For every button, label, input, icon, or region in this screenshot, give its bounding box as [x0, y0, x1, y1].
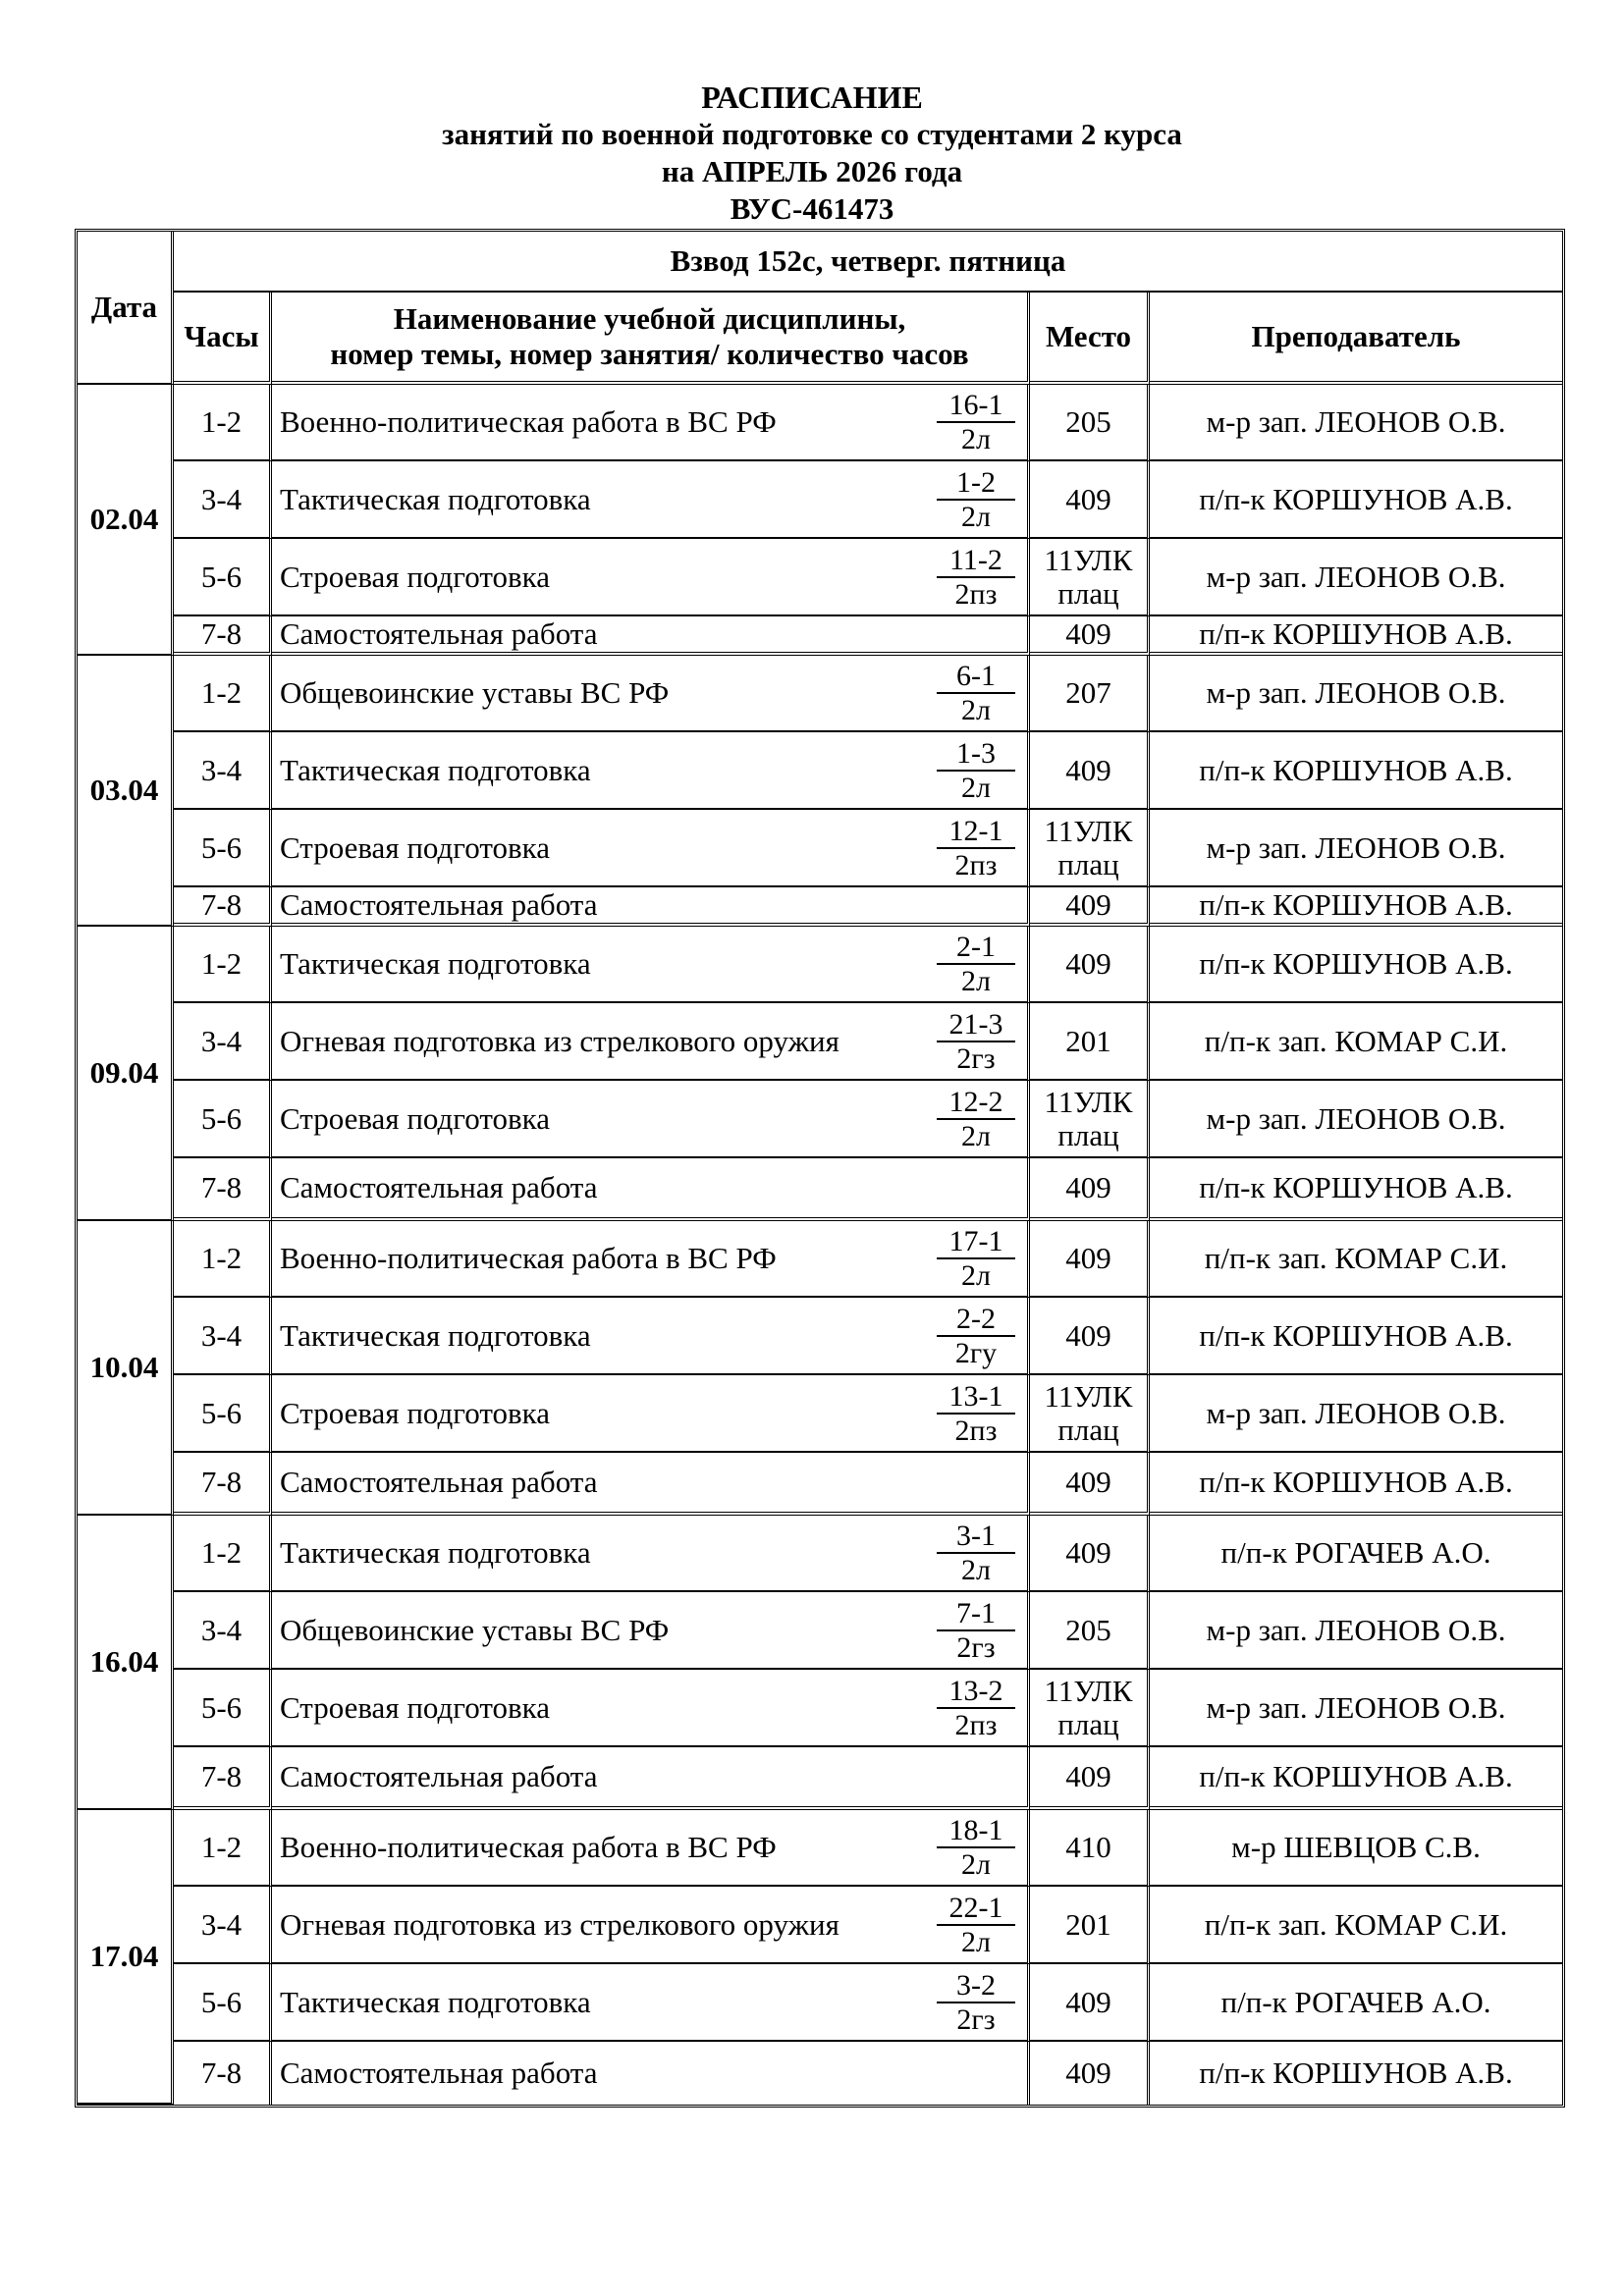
schedule-row	[78, 1375, 1562, 1453]
place-line: 11УЛК	[1044, 1084, 1133, 1119]
column-header-place: Место	[1030, 293, 1150, 385]
lesson-hours-count: 2пз	[954, 1708, 998, 1741]
place-cell	[1030, 1298, 1150, 1375]
place-cell	[1030, 1810, 1150, 1887]
topic-number: 12-1	[937, 815, 1015, 849]
lesson-hours-count: 2гз	[956, 2002, 996, 2036]
discipline-cell	[272, 810, 1030, 887]
topic-fraction	[937, 1892, 1015, 1958]
teacher-cell: п/п-к зап. КОМАР С.И.	[1150, 1887, 1562, 1964]
discipline-cell	[272, 1747, 1030, 1810]
topic-number: 12-2	[937, 1086, 1015, 1120]
place-line: 201	[1065, 1906, 1111, 1942]
place-line: 409	[1065, 1170, 1111, 1204]
document-subtitle-line-3: ВУС-461473	[730, 191, 894, 226]
lesson-hours-count: 2гз	[956, 1041, 996, 1075]
place-line: 11УЛК	[1044, 1673, 1133, 1708]
topic-fraction	[937, 1303, 1015, 1369]
discipline-cell	[272, 1298, 1030, 1375]
lesson-hours-count: 2пз	[954, 1414, 998, 1447]
place-cell	[1030, 539, 1150, 616]
teacher-cell: м-р зап. ЛЕОНОВ О.В.	[1150, 385, 1562, 461]
discipline-name: Общевоинские уставы ВС РФ	[280, 1612, 670, 1647]
discipline-name: Огневая подготовка из стрелкового оружия	[280, 1023, 839, 1058]
hours-cell: 1-2	[174, 1516, 272, 1592]
place-cell	[1030, 656, 1150, 732]
topic-fraction	[937, 1008, 1015, 1075]
discipline-cell	[272, 616, 1030, 656]
discipline-name: Самостоятельная работа	[280, 1759, 598, 1793]
place-cell	[1030, 887, 1150, 927]
date-cell: 02.04	[78, 385, 174, 656]
topic-number: 18-1	[937, 1814, 1015, 1848]
discipline-cell	[272, 461, 1030, 539]
place-line: 409	[1065, 1241, 1111, 1275]
platoon-header: Взвод 152с, четверг. пятница	[174, 232, 1562, 293]
hours-cell: 7-8	[174, 1158, 272, 1221]
place-cell	[1030, 1964, 1150, 2042]
schedule-row	[78, 616, 1562, 656]
discipline-cell	[272, 1887, 1030, 1964]
discipline-cell	[272, 1964, 1030, 2042]
topic-number: 3-2	[937, 1969, 1015, 2003]
hours-cell: 7-8	[174, 616, 272, 656]
place-cell	[1030, 1221, 1150, 1298]
place-cell	[1030, 1375, 1150, 1453]
discipline-cell	[272, 539, 1030, 616]
schedule-row	[78, 1592, 1562, 1670]
document-subtitle-line-2: на АПРЕЛЬ 2026 года	[661, 154, 963, 188]
lesson-hours-count: 2л	[961, 1925, 991, 1958]
column-header-date: Дата	[78, 232, 174, 385]
discipline-name: Тактическая подготовка	[280, 752, 591, 787]
topic-fraction	[937, 1814, 1015, 1881]
hours-cell: 1-2	[174, 1221, 272, 1298]
document-header	[0, 79, 1624, 228]
date-cell: 16.04	[78, 1516, 174, 1810]
lesson-hours-count: 2л	[961, 965, 991, 997]
topic-number: 13-2	[937, 1675, 1015, 1709]
schedule-row	[78, 1221, 1562, 1298]
place-line: 409	[1065, 752, 1111, 787]
place-line: 201	[1065, 1023, 1111, 1058]
place-cell	[1030, 810, 1150, 887]
teacher-cell: п/п-к КОРШУНОВ А.В.	[1150, 887, 1562, 927]
place-cell	[1030, 1670, 1150, 1747]
lesson-hours-count: 2л	[961, 1259, 991, 1292]
document-subtitle-line-1: занятий по военной подготовке со студентами 2 курса	[442, 117, 1182, 151]
place-line: 409	[1065, 1317, 1111, 1353]
topic-number: 11-2	[937, 544, 1015, 578]
place-line: 205	[1065, 404, 1111, 439]
topic-fraction	[937, 737, 1015, 804]
discipline-cell	[272, 1516, 1030, 1592]
column-header-discipline	[272, 293, 1030, 385]
place-cell	[1030, 732, 1150, 810]
discipline-name: Тактическая подготовка	[280, 481, 591, 516]
teacher-cell: п/п-к КОРШУНОВ А.В.	[1150, 927, 1562, 1003]
discipline-name: Строевая подготовка	[280, 829, 550, 865]
hours-cell: 1-2	[174, 385, 272, 461]
topic-fraction	[937, 660, 1015, 726]
place-cell	[1030, 616, 1150, 656]
schedule-table	[75, 229, 1565, 2108]
place-line: 409	[1065, 2056, 1111, 2090]
discipline-name: Тактическая подготовка	[280, 1535, 591, 1570]
date-cell: 03.04	[78, 656, 174, 927]
schedule-row	[78, 1081, 1562, 1158]
teacher-cell: м-р зап. ЛЕОНОВ О.В.	[1150, 810, 1562, 887]
teacher-cell: п/п-к КОРШУНОВ А.В.	[1199, 2056, 1513, 2090]
discipline-name: Самостоятельная работа	[280, 2056, 598, 2090]
topic-number: 1-3	[937, 737, 1015, 772]
date-cell: 10.04	[78, 1221, 174, 1516]
discipline-name: Тактическая подготовка	[280, 1984, 591, 2019]
topic-fraction	[937, 1675, 1015, 1741]
schedule-row	[78, 732, 1562, 810]
teacher-cell: п/п-к КОРШУНОВ А.В.	[1150, 1298, 1562, 1375]
teacher-cell: м-р зап. ЛЕОНОВ О.В.	[1150, 1592, 1562, 1670]
lesson-hours-count: 2л	[961, 1554, 991, 1586]
place-line: 409	[1065, 1984, 1111, 2019]
hours-cell: 1-2	[174, 1810, 272, 1887]
hours-cell: 1-2	[174, 927, 272, 1003]
place-line: 409	[1065, 616, 1111, 651]
schedule-row	[78, 887, 1562, 927]
teacher-cell: м-р зап. ЛЕОНОВ О.В.	[1150, 656, 1562, 732]
topic-number: 17-1	[937, 1225, 1015, 1259]
place-line: 207	[1065, 675, 1111, 710]
date-cell: 17.04	[78, 1810, 174, 2105]
discipline-cell	[272, 1810, 1030, 1887]
discipline-cell	[272, 1670, 1030, 1747]
lesson-hours-count: 2гз	[956, 1630, 996, 1664]
schedule-row	[78, 385, 1562, 461]
topic-number: 2-2	[937, 1303, 1015, 1337]
place-line: плац	[1057, 1117, 1119, 1152]
teacher-cell: п/п-к РОГАЧЕВ А.О.	[1150, 1964, 1562, 2042]
discipline-cell	[272, 2042, 1030, 2105]
discipline-name: Строевая подготовка	[280, 559, 550, 594]
discipline-name: Тактическая подготовка	[280, 946, 591, 981]
discipline-name: Военно-политическая работа в ВС РФ	[280, 404, 777, 439]
discipline-name: Самостоятельная работа	[280, 1170, 598, 1204]
discipline-cell	[272, 656, 1030, 732]
schedule-row	[78, 461, 1562, 539]
place-line: плац	[1057, 575, 1119, 611]
discipline-cell	[272, 927, 1030, 1003]
topic-number: 16-1	[937, 389, 1015, 423]
schedule-row	[78, 1670, 1562, 1747]
place-cell	[1030, 1592, 1150, 1670]
topic-number: 6-1	[937, 660, 1015, 694]
place-line: 409	[1065, 946, 1111, 981]
teacher-cell: п/п-к КОРШУНОВ А.В.	[1150, 1747, 1562, 1810]
discipline-cell	[272, 1221, 1030, 1298]
hours-cell: 5-6	[174, 1670, 272, 1747]
place-line: 409	[1065, 481, 1111, 516]
discipline-cell	[272, 385, 1030, 461]
teacher-cell: п/п-к зап. КОМАР С.И.	[1150, 1221, 1562, 1298]
topic-number: 7-1	[937, 1597, 1015, 1631]
schedule-row	[78, 810, 1562, 887]
place-cell	[1030, 1453, 1150, 1516]
schedule-row	[78, 1298, 1562, 1375]
discipline-cell	[272, 1003, 1030, 1081]
topic-fraction	[937, 931, 1015, 997]
discipline-cell	[272, 1158, 1030, 1221]
hours-cell: 5-6	[174, 1964, 272, 2042]
hours-cell: 7-8	[174, 2042, 272, 2105]
lesson-hours-count: 2л	[961, 1848, 991, 1881]
discipline-cell	[272, 732, 1030, 810]
place-cell	[1030, 927, 1150, 1003]
teacher-cell: п/п-к РОГАЧЕВ А.О.	[1150, 1516, 1562, 1592]
hours-cell: 7-8	[174, 887, 272, 927]
teacher-cell: п/п-к КОРШУНОВ А.В.	[1150, 616, 1562, 656]
teacher-cell: п/п-к зап. КОМАР С.И.	[1150, 1003, 1562, 1081]
topic-fraction	[937, 544, 1015, 611]
teacher-cell: п/п-к КОРШУНОВ А.В.	[1150, 461, 1562, 539]
hours-cell: 3-4	[174, 1592, 272, 1670]
place-cell	[1030, 1081, 1150, 1158]
hours-cell: 5-6	[174, 539, 272, 616]
hours-cell: 3-4	[174, 1298, 272, 1375]
schedule-row	[78, 1516, 1562, 1592]
place-line: 409	[1065, 1465, 1111, 1499]
discipline-name: Военно-политическая работа в ВС РФ	[280, 1830, 777, 1864]
topic-number: 21-3	[937, 1008, 1015, 1042]
teacher-cell: м-р зап. ЛЕОНОВ О.В.	[1150, 539, 1562, 616]
hours-cell: 3-4	[174, 1887, 272, 1964]
place-cell	[1030, 1158, 1150, 1221]
lesson-hours-count: 2л	[961, 694, 991, 726]
schedule-row	[78, 927, 1562, 1003]
topic-number: 2-1	[937, 931, 1015, 965]
lesson-hours-count: 2л	[961, 500, 991, 533]
teacher-cell: п/п-к КОРШУНОВ А.В.	[1150, 1453, 1562, 1516]
teacher-cell: п/п-к КОРШУНОВ А.В.	[1150, 732, 1562, 810]
topic-fraction	[937, 1969, 1015, 2036]
lesson-hours-count: 2пз	[954, 577, 998, 611]
schedule-row	[78, 656, 1562, 732]
schedule-row	[78, 1003, 1562, 1081]
teacher-cell: м-р ШЕВЦОВ С.В.	[1150, 1810, 1562, 1887]
topic-number: 22-1	[937, 1892, 1015, 1926]
discipline-name: Тактическая подготовка	[280, 1317, 591, 1353]
hours-cell: 3-4	[174, 732, 272, 810]
teacher-cell: м-р зап. ЛЕОНОВ О.В.	[1150, 1375, 1562, 1453]
column-header-discipline-line-1: Наименование учебной дисциплины,	[393, 301, 906, 336]
topic-fraction	[937, 389, 1015, 455]
topic-fraction	[937, 1225, 1015, 1292]
column-header-hours: Часы	[174, 293, 272, 385]
lesson-hours-count: 2пз	[954, 848, 998, 881]
schedule-row	[78, 1747, 1562, 1810]
topic-number: 1-2	[937, 466, 1015, 501]
discipline-name: Общевоинские уставы ВС РФ	[280, 675, 670, 710]
schedule-row	[78, 539, 1562, 616]
place-line: плац	[1057, 1706, 1119, 1741]
place-cell	[1030, 461, 1150, 539]
document-title: РАСПИСАНИЕ	[701, 80, 923, 115]
place-line: 409	[1065, 1759, 1111, 1793]
discipline-cell	[272, 1453, 1030, 1516]
hours-cell: 5-6	[174, 1375, 272, 1453]
hours-cell: 1-2	[174, 656, 272, 732]
topic-number: 13-1	[937, 1380, 1015, 1415]
topic-fraction	[937, 466, 1015, 533]
discipline-cell	[272, 887, 1030, 927]
place-cell	[1030, 1887, 1150, 1964]
place-line: 11УЛК	[1044, 542, 1133, 577]
discipline-name: Огневая подготовка из стрелкового оружия	[280, 1906, 839, 1942]
schedule-row	[78, 1810, 1562, 1887]
topic-fraction	[937, 1380, 1015, 1447]
hours-cell: 3-4	[174, 1003, 272, 1081]
lesson-hours-count: 2гу	[954, 1336, 998, 1369]
topic-number: 3-1	[937, 1520, 1015, 1554]
topic-fraction	[937, 1520, 1015, 1586]
discipline-name: Строевая подготовка	[280, 1689, 550, 1725]
discipline-name: Самостоятельная работа	[280, 616, 598, 651]
place-cell	[1030, 1747, 1150, 1810]
place-line: плац	[1057, 846, 1119, 881]
teacher-cell: м-р зап. ЛЕОНОВ О.В.	[1150, 1081, 1562, 1158]
topic-fraction	[937, 1597, 1015, 1664]
place-cell	[1030, 1516, 1150, 1592]
schedule-row	[78, 1158, 1562, 1221]
hours-cell: 5-6	[174, 1081, 272, 1158]
topic-fraction	[937, 1086, 1015, 1152]
teacher-cell: п/п-к КОРШУНОВ А.В.	[1150, 1158, 1562, 1221]
schedule-row	[78, 2042, 1562, 2105]
place-cell	[1030, 2042, 1150, 2105]
lesson-hours-count: 2л	[961, 423, 991, 455]
place-line: 11УЛК	[1044, 1378, 1133, 1414]
hours-cell: 7-8	[174, 1453, 272, 1516]
place-cell	[1030, 385, 1150, 461]
discipline-cell	[272, 1081, 1030, 1158]
schedule-row	[78, 1964, 1562, 2042]
discipline-cell	[272, 1375, 1030, 1453]
lesson-hours-count: 2л	[961, 771, 991, 804]
schedule-row	[78, 1453, 1562, 1516]
lesson-hours-count: 2л	[961, 1119, 991, 1152]
teacher-cell: м-р зап. ЛЕОНОВ О.В.	[1150, 1670, 1562, 1747]
place-line: 11УЛК	[1044, 813, 1133, 848]
discipline-name: Военно-политическая работа в ВС РФ	[280, 1241, 777, 1275]
discipline-name: Самостоятельная работа	[280, 1465, 598, 1499]
place-line: 409	[1065, 887, 1111, 922]
place-cell	[1030, 1003, 1150, 1081]
hours-cell: 5-6	[174, 810, 272, 887]
place-line: 409	[1065, 1535, 1111, 1570]
column-header-discipline-line-2: номер темы, номер занятия/ количество часов	[330, 337, 969, 371]
topic-fraction	[937, 815, 1015, 881]
discipline-name: Строевая подготовка	[280, 1100, 550, 1136]
discipline-name: Самостоятельная работа	[280, 887, 598, 922]
date-cell: 09.04	[78, 927, 174, 1221]
discipline-name: Строевая подготовка	[280, 1395, 550, 1430]
column-header-teacher: Преподаватель	[1150, 293, 1562, 385]
place-line: 410	[1065, 1830, 1111, 1864]
discipline-cell	[272, 1592, 1030, 1670]
place-line: плац	[1057, 1412, 1119, 1447]
place-line: 205	[1065, 1612, 1111, 1647]
hours-cell: 3-4	[174, 461, 272, 539]
schedule-row	[78, 1887, 1562, 1964]
hours-cell: 7-8	[174, 1747, 272, 1810]
